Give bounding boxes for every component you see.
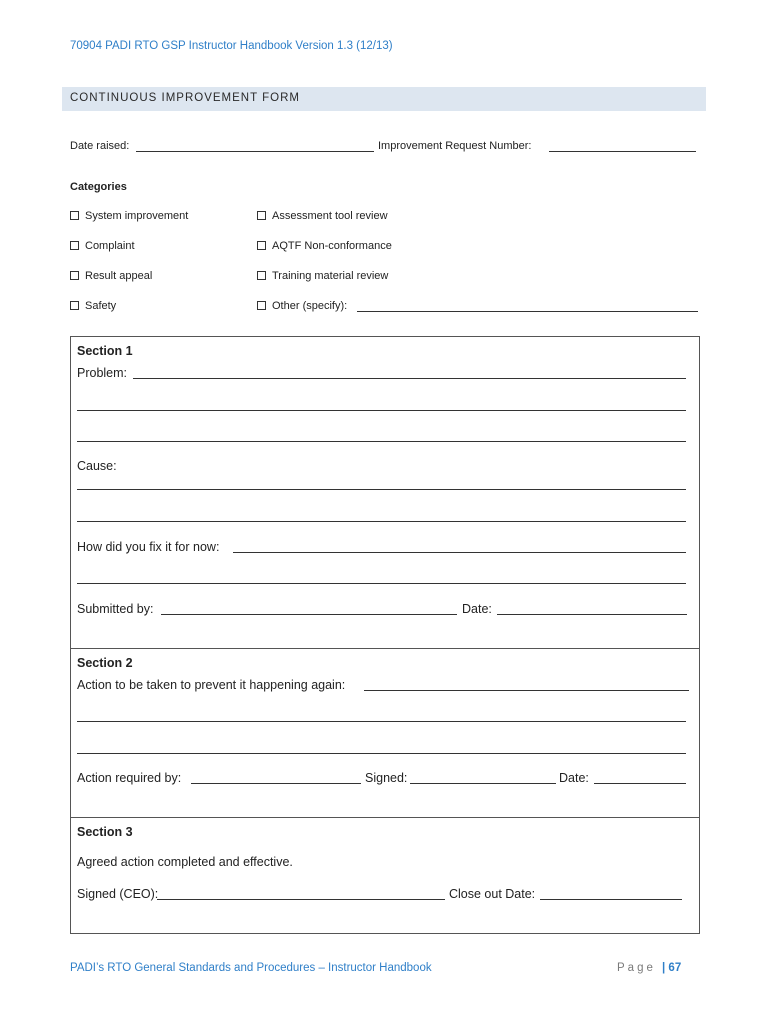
action-line-2[interactable] xyxy=(77,721,686,722)
request-number-label: Improvement Request Number: xyxy=(378,140,532,152)
date-raised-field[interactable] xyxy=(136,151,374,152)
action-field[interactable] xyxy=(364,690,689,691)
category-complaint[interactable]: Complaint xyxy=(70,240,135,252)
submitted-by-label: Submitted by: xyxy=(77,602,154,616)
category-training-material-review[interactable]: Training material review xyxy=(257,270,388,282)
problem-line-3[interactable] xyxy=(77,441,686,442)
submitted-by-field[interactable] xyxy=(161,614,457,615)
checkbox-icon[interactable] xyxy=(257,211,266,220)
checkbox-icon[interactable] xyxy=(70,301,79,310)
problem-field[interactable] xyxy=(133,378,686,379)
cause-line-1[interactable] xyxy=(77,489,686,490)
section-2-signed-label: Signed: xyxy=(365,771,408,785)
category-result-appeal[interactable]: Result appeal xyxy=(70,270,152,282)
problem-line-2[interactable] xyxy=(77,410,686,411)
category-safety[interactable]: Safety xyxy=(70,300,116,312)
cause-label: Cause: xyxy=(77,459,117,473)
fix-line-2[interactable] xyxy=(77,583,686,584)
fix-label: How did you fix it for now: xyxy=(77,540,220,554)
checkbox-icon[interactable] xyxy=(70,211,79,220)
date-raised-label: Date raised: xyxy=(70,140,130,152)
checkbox-icon[interactable] xyxy=(257,301,266,310)
fix-field[interactable] xyxy=(233,552,686,553)
cause-line-2[interactable] xyxy=(77,521,686,522)
action-label: Action to be taken to prevent it happening again: xyxy=(77,678,346,692)
section-3-box xyxy=(70,817,700,934)
category-aqtf-non-conformance[interactable]: AQTF Non-conformance xyxy=(257,240,392,252)
form-title: CONTINUOUS IMPROVEMENT FORM xyxy=(70,92,300,104)
section-2-signed-field[interactable] xyxy=(410,783,556,784)
section-3-title: Section 3 xyxy=(77,825,133,839)
agreed-action-text: Agreed action completed and effective. xyxy=(77,855,293,869)
section-1-date-label: Date: xyxy=(462,602,492,616)
action-required-by-field[interactable] xyxy=(191,783,361,784)
close-out-date-label: Close out Date: xyxy=(449,887,536,901)
category-system-improvement[interactable]: System improvement xyxy=(70,210,188,222)
request-number-field[interactable] xyxy=(549,151,696,152)
action-required-by-label: Action required by: xyxy=(77,771,182,785)
page-number: | 67 xyxy=(662,962,682,974)
problem-label: Problem: xyxy=(77,366,128,380)
checkbox-icon[interactable] xyxy=(257,241,266,250)
section-1-box xyxy=(70,336,700,649)
section-1-title: Section 1 xyxy=(77,344,133,358)
document-header: 70904 PADI RTO GSP Instructor Handbook Version 1.3 (12/13) xyxy=(70,40,393,52)
section-2-date-label: Date: xyxy=(559,771,589,785)
checkbox-icon[interactable] xyxy=(70,241,79,250)
category-assessment-tool-review[interactable]: Assessment tool review xyxy=(257,210,388,222)
action-line-3[interactable] xyxy=(77,753,686,754)
checkbox-icon[interactable] xyxy=(257,271,266,280)
category-other[interactable]: Other (specify): xyxy=(257,300,347,312)
checkbox-icon[interactable] xyxy=(70,271,79,280)
categories-heading: Categories xyxy=(70,181,127,193)
section-2-date-field[interactable] xyxy=(594,783,686,784)
section-2-box xyxy=(70,648,700,818)
section-2-title: Section 2 xyxy=(77,656,133,670)
other-specify-field[interactable] xyxy=(357,311,698,312)
section-1-date-field[interactable] xyxy=(497,614,687,615)
close-out-date-field[interactable] xyxy=(540,899,682,900)
signed-ceo-label: Signed (CEO): xyxy=(77,887,159,901)
page-label: Page xyxy=(617,962,656,974)
signed-ceo-field[interactable] xyxy=(157,899,445,900)
footer-text: PADI’s RTO General Standards and Procedures – Instructor Handbook xyxy=(70,962,432,974)
